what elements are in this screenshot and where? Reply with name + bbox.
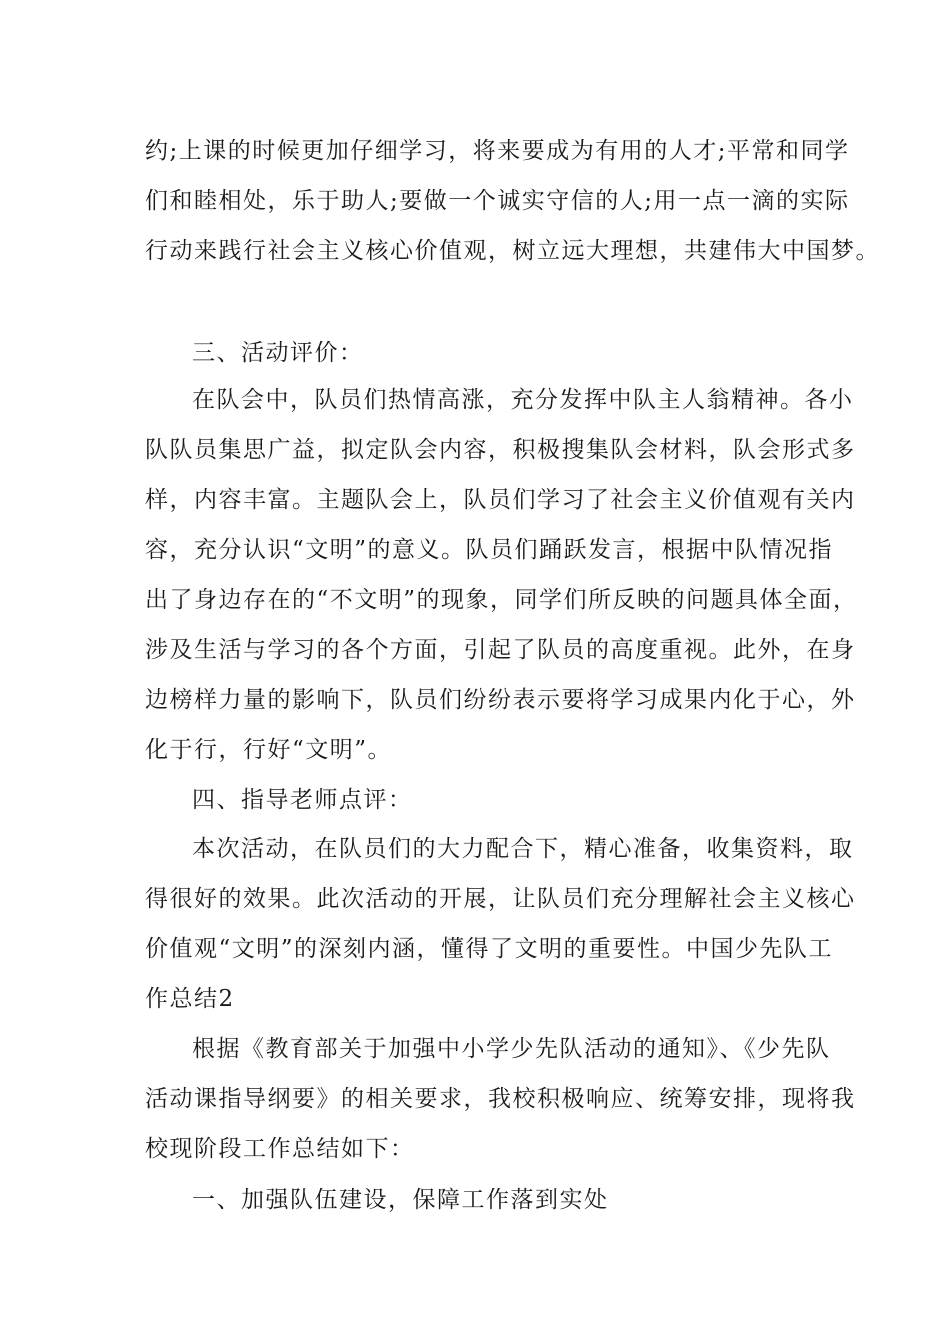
body-text-line: 涉及生活与学习的各个方面，引起了队员的高度重视。此外，在身 xyxy=(145,637,856,663)
body-text-line: 价值观“文明”的深刻内涵，懂得了文明的重要性。中国少先队工 xyxy=(145,936,834,962)
body-text-line: 根据《教育部关于加强中小学少先队活动的通知》、《少先队 xyxy=(192,1036,831,1062)
body-text-line: 化于行，行好“文明”。 xyxy=(145,737,393,763)
body-text-line: 行动来践行社会主义核心价值观，树立远大理想，共建伟大中国梦。 xyxy=(145,238,880,264)
body-text-line: 们和睦相处，乐于助人;要做一个诚实守信的人;用一点一滴的实际 xyxy=(145,188,850,214)
body-text-line: 作总结2 xyxy=(145,986,235,1012)
section-heading: 三、活动评价： xyxy=(192,340,364,366)
body-text-line: 约;上课的时候更加仔细学习，将来要成为有用的人才;平常和同学 xyxy=(145,138,850,164)
body-text-line: 校现阶段工作总结如下： xyxy=(145,1136,415,1162)
body-text-line: 容，充分认识“文明”的意义。队员们踊跃发言，根据中队情况指 xyxy=(145,537,834,563)
body-text-line: 得很好的效果。此次活动的开展，让队员们充分理解社会主义核心 xyxy=(145,886,856,912)
body-text-line: 出了身边存在的“不文明”的现象，同学们所反映的问题具体全面， xyxy=(145,587,858,613)
section-heading: 一、加强队伍建设，保障工作落到实处 xyxy=(192,1187,609,1213)
section-heading: 四、指导老师点评： xyxy=(192,787,413,813)
body-text-line: 活动课指导纲要》的相关要求，我校积极响应、统筹安排，现将我 xyxy=(145,1086,856,1112)
body-text-line: 在队会中，队员们热情高涨，充分发挥中队主人翁精神。各小 xyxy=(192,387,854,413)
body-text-line: 队队员集思广益，拟定队会内容，积极搜集队会材料，队会形式多 xyxy=(145,437,856,463)
body-text-line: 本次活动，在队员们的大力配合下，精心准备，收集资料，取 xyxy=(192,836,854,862)
body-text-line: 样，内容丰富。主题队会上，队员们学习了社会主义价值观有关内 xyxy=(145,487,856,513)
body-text-line: 边榜样力量的影响下，队员们纷纷表示要将学习成果内化于心，外 xyxy=(145,687,856,713)
